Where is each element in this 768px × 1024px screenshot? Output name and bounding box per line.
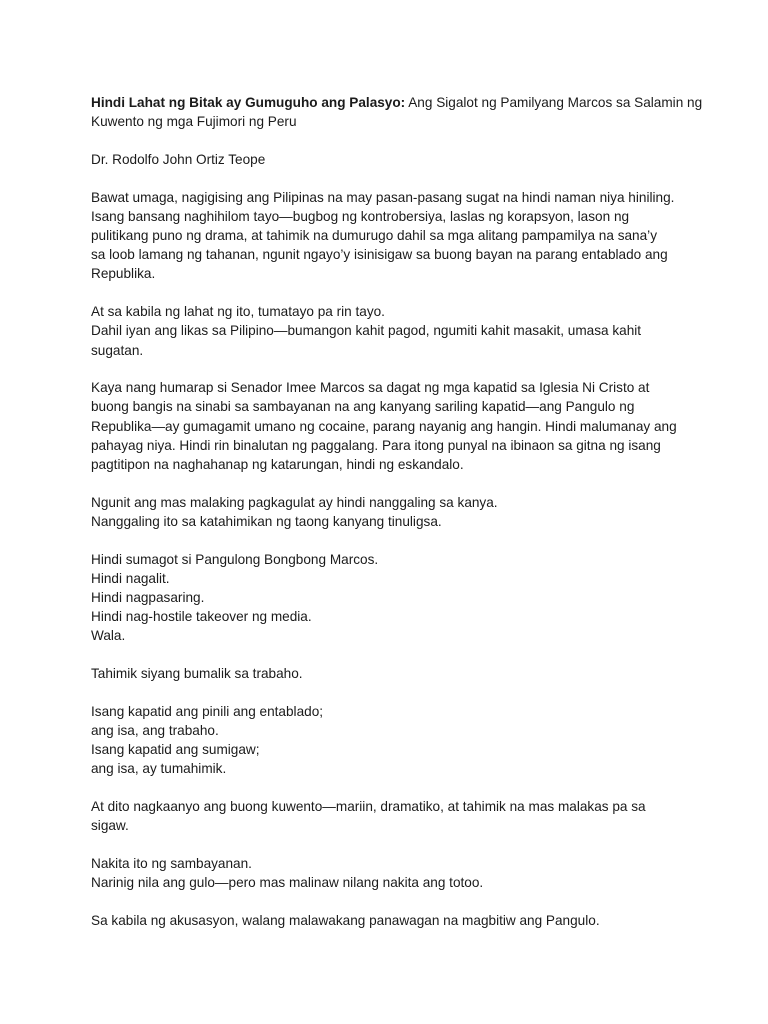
paragraph-line: ang isa, ay tumahimik. (91, 761, 227, 777)
paragraph-line: sugatan. (91, 342, 144, 358)
paragraph-line: Isang kapatid ang pinili ang entablado; (91, 703, 324, 719)
paragraph-line: Hindi sumagot si Pangulong Bongbong Marcos. (91, 551, 379, 567)
paragraph-line: pulitikang puno ng drama, at tahimik na dumurugo dahil sa mga alitang pampamilya na sana’y (91, 228, 657, 244)
paragraph-line: Nanggaling ito sa katahimikan ng taong kanyang tinuligsa. (91, 513, 442, 529)
paragraph (91, 797, 711, 835)
paragraph-line: buong bangis na sinabi sa sambayanan na ang kanyang sariling kapatid—ang Pangulo ng (91, 399, 635, 415)
title-rest-text: Ang Sigalot ng Pamilyang Marcos sa Salamin ng (405, 95, 703, 110)
paragraph-line: Ngunit ang mas malaking pagkagulat ay hindi nanggaling sa kanya. (91, 494, 498, 510)
paragraph-line: Nakita ito ng sambayanan. (91, 856, 252, 872)
paragraph-line: pagtitipon na naghahanap ng katarungan, hindi ng eskandalo. (91, 457, 464, 473)
paragraph-line: ang isa, ang trabaho. (91, 723, 219, 739)
author-line (91, 150, 711, 169)
paragraph-line: Dahil iyan ang likas sa Pilipino—bumangon kahit pagod, ngumiti kahit masakit, umasa kahit (91, 323, 642, 339)
document-title (91, 93, 711, 131)
paragraph (91, 664, 711, 683)
title-line-1 (91, 93, 711, 112)
paragraph-line: Republika. (91, 266, 156, 282)
paragraph (91, 378, 711, 474)
paragraph (91, 302, 711, 360)
paragraph-line: Bawat umaga, nagigising ang Pilipinas na may pasan-pasang sugat na hindi naman niya hiniling. (91, 189, 675, 205)
paragraph-line: Wala. (91, 628, 126, 644)
paragraph-line: Hindi nagalit. (91, 570, 170, 586)
paragraph-line: Sa kabila ng akusasyon, walang malawakang panawagan na magbitiw ang Pangulo. (91, 913, 600, 928)
document-page (91, 93, 711, 949)
paragraph-line: pahayag niya. Hindi rin binalutan ng paggalang. Para itong punyal na ibinaon sa gitna ng isang (91, 437, 661, 453)
paragraph-line: Isang kapatid ang sumigaw; (91, 742, 260, 758)
paragraph-line: Narinig nila ang gulo—pero mas malinaw nilang nakita ang totoo. (91, 875, 484, 891)
paragraph-line: At dito nagkaanyo ang buong kuwento—mariin, dramatiko, at tahimik na mas malakas pa sa (91, 799, 646, 815)
title-bold-text: Hindi Lahat ng Bitak ay Gumuguho ang Palasyo: (91, 95, 406, 110)
paragraph-line: Tahimik siyang bumalik sa trabaho. (91, 666, 303, 682)
paragraph (91, 911, 711, 930)
paragraph-line: Isang bansang naghihilom tayo—bugbog ng kontrobersiya, laslas ng korapsyon, lason ng (91, 208, 630, 224)
paragraph-line: sigaw. (91, 818, 129, 834)
paragraph-line: At sa kabila ng lahat ng ito, tumatayo pa rin tayo. (91, 304, 385, 320)
paragraph-line: sa loob lamang ng tahanan, ngunit ngayo’y isinisigaw sa buong bayan na parang entablado ang (91, 247, 668, 263)
paragraph-line: Hindi nag-hostile takeover ng media. (91, 609, 312, 625)
paragraph (91, 493, 711, 531)
body-paragraphs (91, 188, 711, 931)
paragraph (91, 550, 711, 646)
paragraph-line: Hindi nagpasaring. (91, 590, 205, 606)
paragraph (91, 188, 711, 284)
paragraph (91, 854, 711, 892)
title-line-2: Kuwento ng mga Fujimori ng Peru (91, 114, 297, 130)
author-name: Dr. Rodolfo John Ortiz Teope (91, 151, 266, 167)
paragraph-line: Republika—ay gumagamit umano ng cocaine, parang nayanig ang hangin. Hindi malumanay ang (91, 418, 677, 434)
paragraph (91, 702, 711, 779)
paragraph-line: Kaya nang humarap si Senador Imee Marcos sa dagat ng mga kapatid sa Iglesia Ni Cristo at (91, 380, 650, 396)
